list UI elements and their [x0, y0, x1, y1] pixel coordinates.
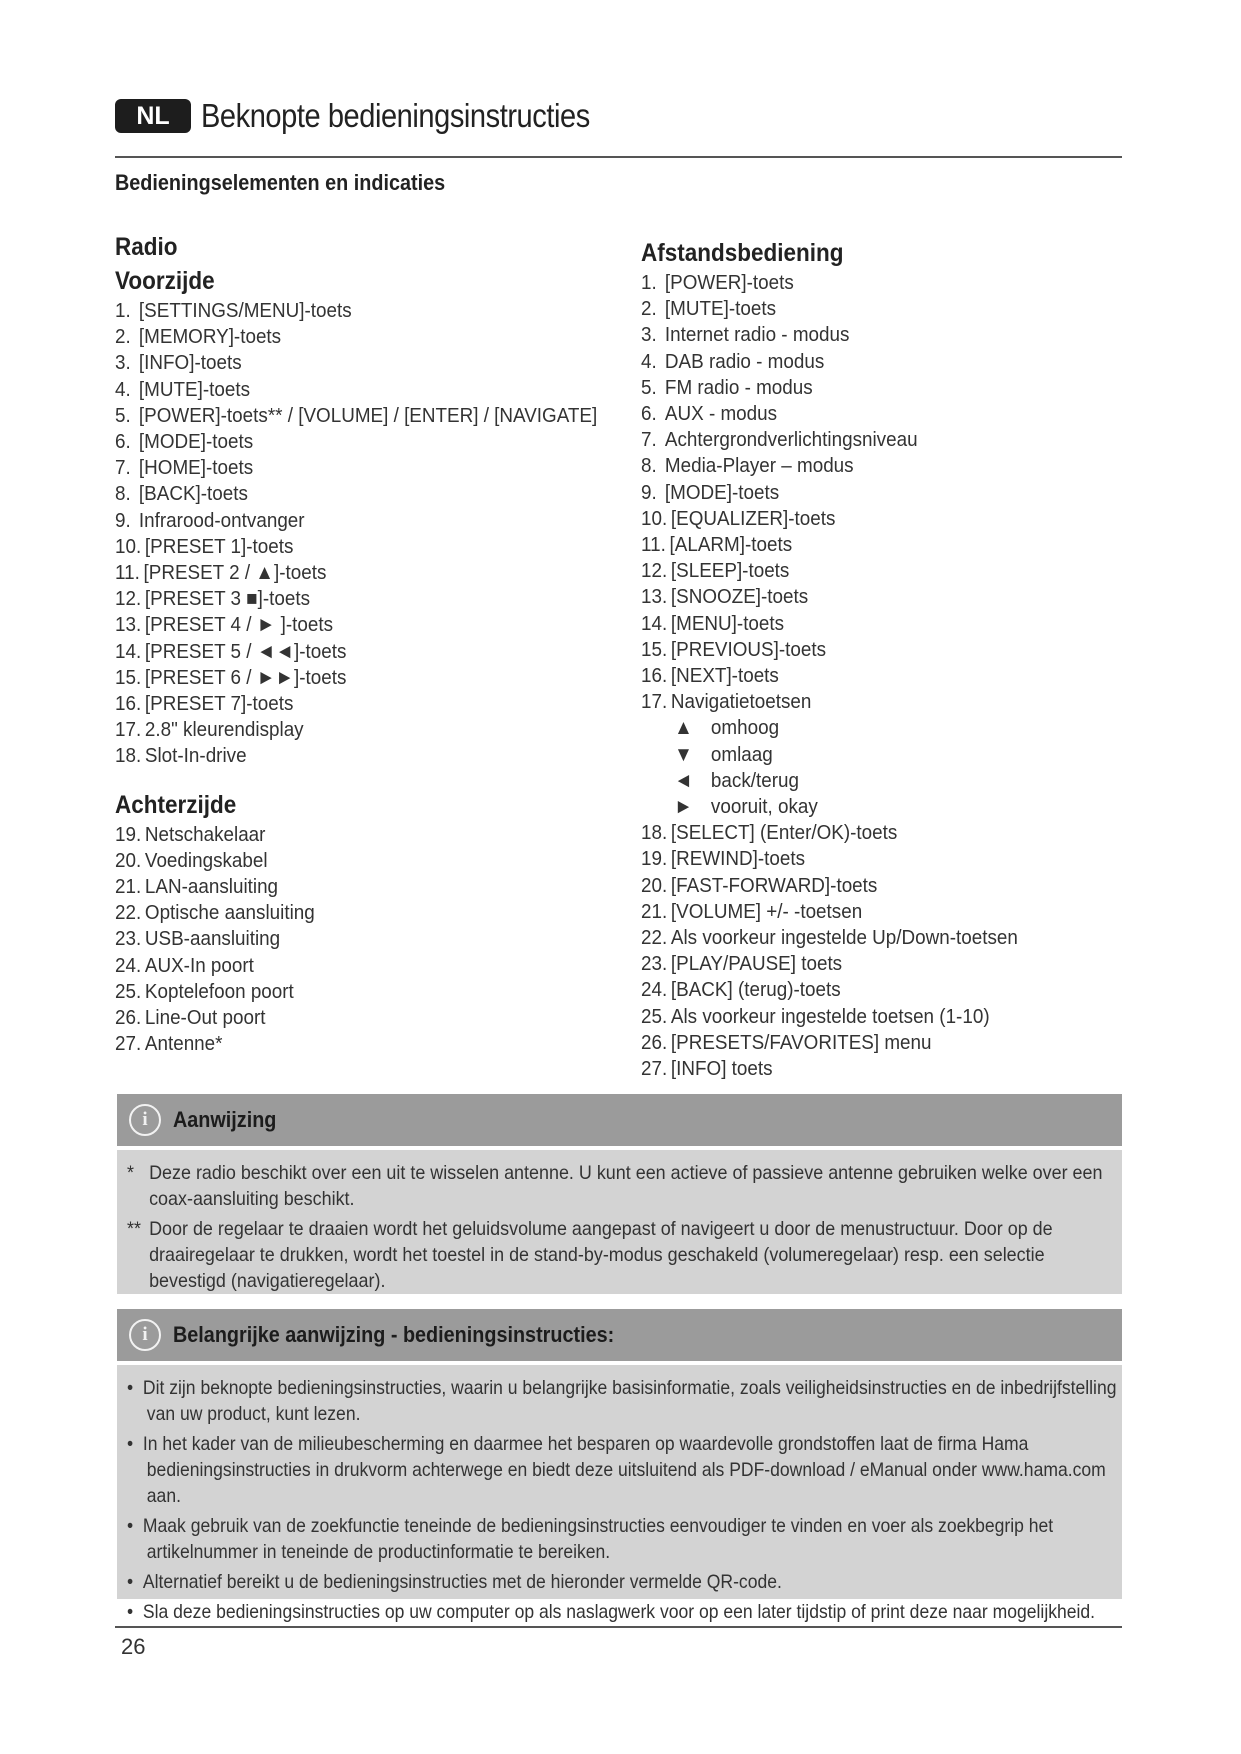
list-item: 20. [FAST-FORWARD]-toets — [641, 873, 878, 897]
list-item: 2. [MUTE]-toets — [641, 297, 777, 321]
radio-heading: Radio — [115, 233, 178, 261]
list-item: 7. Achtergrondverlichtingsniveau — [641, 428, 918, 452]
list-item: 8. Media-Player – modus — [641, 454, 854, 478]
remote-nav-list — [641, 715, 1121, 820]
nav-key-item: ▲ omhoog — [641, 715, 1083, 741]
info-icon: i — [129, 1104, 161, 1136]
important-box-title: Belangrijke aanwijzing - bedieningsinstructies: — [173, 1322, 615, 1347]
list-item: 20. Voedingskabel — [115, 848, 268, 872]
arrow-icon: ▼ — [674, 742, 693, 766]
list-item: 2. [MEMORY]-toets — [115, 325, 282, 349]
page-number: 26 — [121, 1634, 146, 1659]
important-box-body — [117, 1365, 1122, 1623]
nav-key-item: ▼ omlaag — [641, 742, 1083, 768]
list-item: 14. [PRESET 5 / ◄◄]-toets — [115, 639, 347, 663]
bullet-item: • In het kader van de milieubescherming en daarmee het besparen op waardevolle grondstoffen laat de firma Hama bedieningsinstructies in drukvorm achterwege en biedt deze uitsluitend als PDF-download / eManual onder www.hama.com aan. — [127, 1433, 1106, 1507]
arrow-icon: ► — [674, 795, 693, 819]
list-item: 24. AUX-In poort — [115, 953, 254, 977]
list-item: 23. USB-aansluiting — [115, 927, 281, 951]
note-box-header — [117, 1094, 1122, 1146]
info-icon: i — [129, 1319, 161, 1351]
list-item: 24. [BACK] (terug)-toets — [641, 978, 841, 1002]
list-item: 23. [PLAY/PAUSE] toets — [641, 952, 843, 976]
list-item: 26. [PRESETS/FAVORITES] menu — [641, 1030, 932, 1054]
list-item: 3. [INFO]-toets — [115, 351, 242, 375]
remote-heading: Afstandsbediening — [641, 239, 844, 267]
list-item: 13. [SNOOZE]-toets — [641, 585, 809, 609]
bullet-item: • Maak gebruik van de zoekfunctie teneinde de bedieningsinstructies eenvoudiger te vinden en voer als zoekbegrip het artikelnummer in teneinde de productinformatie te bereiken. — [127, 1515, 1054, 1563]
list-item: 6. [MODE]-toets — [115, 430, 254, 454]
list-item: 13. [PRESET 4 / ► ]-toets — [115, 613, 334, 637]
list-item: 25. Als voorkeur ingestelde toetsen (1-10) — [641, 1004, 990, 1028]
back-list — [115, 822, 635, 1058]
list-item: 17. 2.8" kleurendisplay — [115, 718, 304, 742]
language-badge: NL — [115, 99, 191, 133]
list-item: 10. [EQUALIZER]-toets — [641, 506, 836, 530]
note-item: * Deze radio beschikt over een uit te wisselen antenne. U kunt een actieve of passieve antenne gebruiken welke over een coax-aansluiting beschikt. — [127, 1162, 1103, 1210]
list-item: 4. DAB radio - modus — [641, 349, 825, 373]
nav-key-item: ◄ back/terug — [641, 768, 1083, 794]
remote-list — [641, 270, 1121, 715]
list-item: 26. Line-Out poort — [115, 1006, 266, 1030]
document-title: Beknopte bedieningsinstructies — [201, 97, 590, 134]
list-item: 9. Infrarood-ontvanger — [115, 508, 305, 532]
list-item: 5. FM radio - modus — [641, 375, 813, 399]
list-item: 10. [PRESET 1]-toets — [115, 534, 294, 558]
list-item: 22. Als voorkeur ingestelde Up/Down-toetsen — [641, 926, 1018, 950]
nav-key-item: ► vooruit, okay — [641, 794, 1083, 820]
list-item: 16. [NEXT]-toets — [641, 664, 779, 688]
note-box-title: Aanwijzing — [173, 1107, 277, 1132]
list-item: 27. Antenne* — [115, 1032, 223, 1056]
list-item: 8. [BACK]-toets — [115, 482, 248, 506]
note-box — [117, 1094, 1122, 1294]
note-box-body — [117, 1150, 1122, 1294]
important-box — [117, 1309, 1122, 1623]
radio-column — [115, 230, 635, 1057]
list-item: 4. [MUTE]-toets — [115, 377, 251, 401]
bullet-item: • Dit zijn beknopte bedieningsinstructies, waarin u belangrijke basisinformatie, zoals veiligheidsinstructies en de inbedrijfstelling van uw product, kunt lezen. — [127, 1377, 1117, 1425]
list-item: 21. LAN-aansluiting — [115, 875, 279, 899]
list-item: 5. [POWER]-toets** / [VOLUME] / [ENTER] / [NAVIGATE] — [115, 403, 598, 427]
front-heading: Voorzijde — [115, 267, 215, 295]
list-item: 25. Koptelefoon poort — [115, 979, 294, 1003]
list-item: 18. Slot-In-drive — [115, 744, 247, 768]
list-item: 15. [PREVIOUS]-toets — [641, 637, 827, 661]
list-item: 16. [PRESET 7]-toets — [115, 692, 294, 716]
list-item: 27. [INFO] toets — [641, 1057, 773, 1081]
list-item: 9. [MODE]-toets — [641, 480, 780, 504]
list-item: 6. AUX - modus — [641, 402, 778, 426]
remote-column — [641, 236, 1121, 1082]
list-item: 19. [REWIND]-toets — [641, 847, 806, 871]
bullet-item: • Alternatief bereikt u de bedieningsinstructies met de hieronder vermelde QR-code. — [127, 1571, 782, 1593]
section-title: Bedieningselementen en indicaties — [115, 170, 446, 195]
front-list — [115, 298, 635, 770]
list-item: 15. [PRESET 6 / ►►]-toets — [115, 665, 347, 689]
arrow-icon: ▲ — [674, 716, 693, 740]
list-item: 12. [SLEEP]-toets — [641, 559, 790, 583]
note-item: ** Door de regelaar te draaien wordt het geluidsvolume aangepast of navigeert u door de menustructuur. Door op de draairegelaar te drukken, wordt het toestel in de stand-by-modus geschakeld (volumeregelaar) resp. een selectie bevestigd (navigatieregelaar). — [127, 1218, 1053, 1292]
list-item: 11. [PRESET 2 / ▲]-toets — [115, 561, 327, 585]
bullet-item: • Sla deze bedieningsinstructies op uw computer op als naslagwerk voor op een later tijdstip of print deze naar mogelijkheid. — [127, 1601, 1096, 1623]
list-item: 7. [HOME]-toets — [115, 456, 254, 480]
list-item: 1. [POWER]-toets — [641, 271, 794, 294]
footer-rule — [115, 1626, 1122, 1628]
list-item: 21. [VOLUME] +/- -toetsen — [641, 899, 863, 923]
back-heading: Achterzijde — [115, 790, 237, 819]
important-box-header — [117, 1309, 1122, 1361]
list-item: 19. Netschakelaar — [115, 822, 266, 846]
page-header — [115, 92, 1122, 158]
list-item: 18. [SELECT] (Enter/OK)-toets — [641, 821, 898, 845]
list-item: 14. [MENU]-toets — [641, 611, 785, 635]
arrow-icon: ◄ — [674, 768, 693, 792]
list-item: 12. [PRESET 3 ■]-toets — [115, 587, 311, 611]
list-item: 22. Optische aansluiting — [115, 901, 315, 925]
list-item: 3. Internet radio - modus — [641, 323, 850, 347]
list-item: 11. [ALARM]-toets — [641, 533, 793, 557]
remote-list-continued — [641, 820, 1121, 1082]
list-item: 1. [SETTINGS/MENU]-toets — [115, 299, 352, 322]
list-item: 17. Navigatietoetsen — [641, 690, 812, 714]
